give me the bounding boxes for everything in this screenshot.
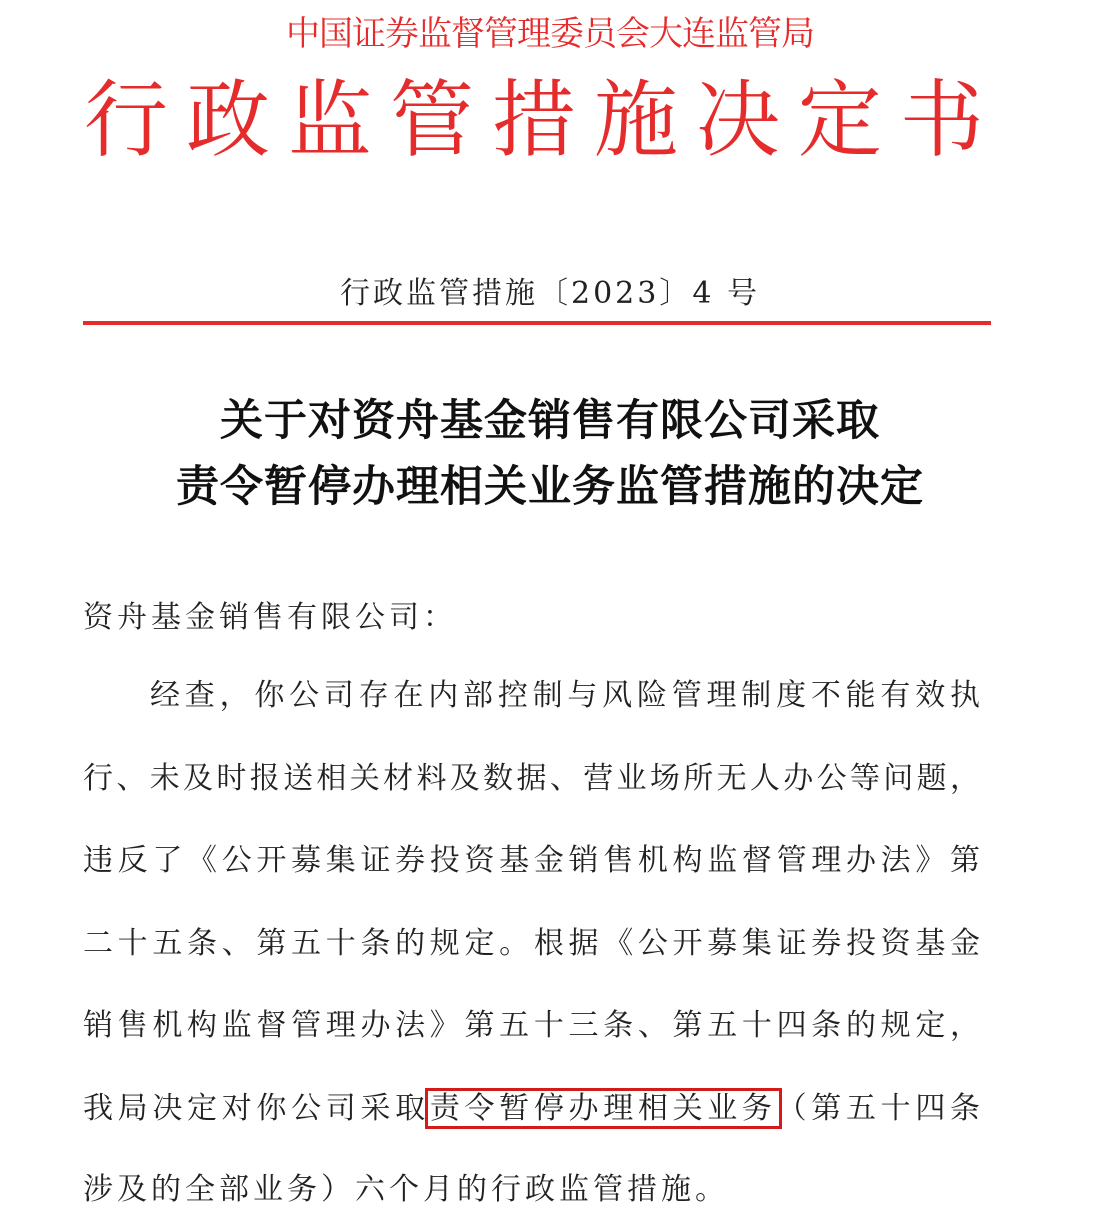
body-line-7: 涉及的全部业务）六个月的行政监管措施。: [83, 1172, 729, 1207]
doc-type-char: 书: [899, 71, 984, 169]
document-title: [0, 388, 1100, 520]
title-line-1: 关于对资舟基金销售有限公司采取: [220, 396, 880, 446]
body-line-6: [83, 1087, 980, 1131]
doc-type-char: 监: [287, 71, 372, 169]
body-line-1: 经查，你公司存在内部控制与风险管理制度不能有效执: [150, 678, 980, 713]
header-divider: [83, 321, 991, 325]
doc-type-char: 措: [491, 71, 576, 169]
body-line-6-end: （第五十四条: [776, 1091, 981, 1126]
highlighted-measure: 责令暂停办理相关业务: [425, 1088, 782, 1129]
doc-type-char: 行: [84, 71, 169, 169]
body-line-3: 违反了《公开募集证券投资基金销售机构监督管理办法》第: [83, 843, 980, 878]
doc-type-char: 定: [797, 71, 882, 169]
body-line-2: 行、未及时报送相关材料及数据、营业场所无人办公等问题，: [83, 761, 980, 796]
document-type-heading: [84, 70, 984, 170]
document-number: 行政监管措施〔2023〕4 号: [340, 276, 760, 311]
doc-type-char: 管: [389, 71, 474, 169]
doc-type-char: 政: [185, 71, 270, 169]
body-line-4: 二十五条、第五十条的规定。根据《公开募集证券投资基金: [83, 926, 980, 961]
title-line-2: 责令暂停办理相关业务监管措施的决定: [176, 462, 924, 512]
doc-type-char: 施: [593, 71, 678, 169]
body-line-5: 销售机构监督管理办法》第五十三条、第五十四条的规定，: [83, 1008, 980, 1043]
addressee: 资舟基金销售有限公司：: [83, 600, 457, 635]
body-line-6-start: 我局决定对你公司采取: [83, 1091, 430, 1126]
issuer-name: 中国证券监督管理委员会大连监管局: [286, 14, 814, 54]
doc-type-char: 决: [695, 71, 780, 169]
